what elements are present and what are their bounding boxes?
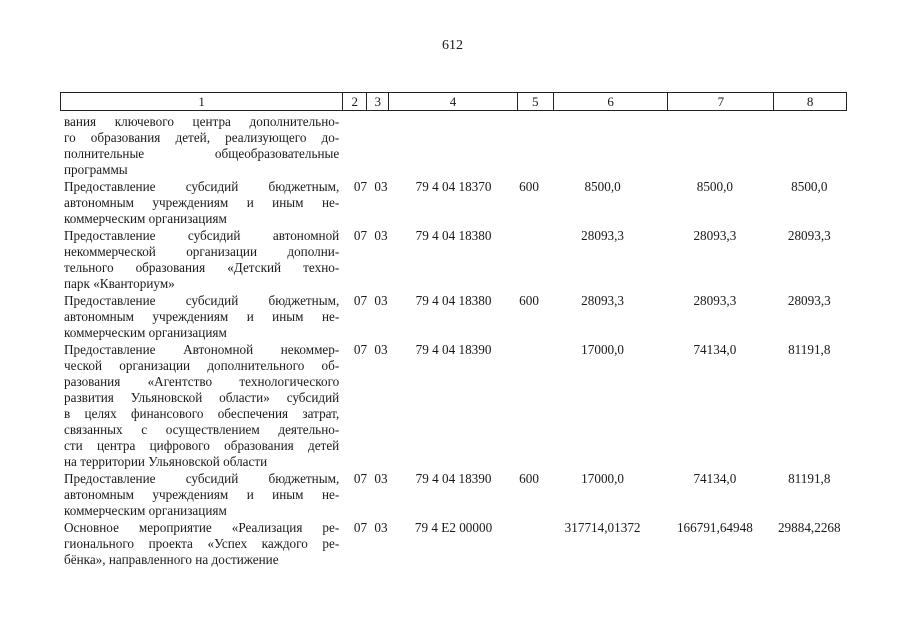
cell-csr: 79 4 E2 00000 [414,519,493,535]
cell-value-8: 81191,8 [788,341,831,357]
description-line: тельного образования «Детский техно- [64,260,340,276]
description-line: связанных с осуществлением деятельно- [64,422,340,438]
row-description [60,520,339,568]
table-header [60,92,847,111]
cell-podrazdel: 03 [374,178,388,194]
cell-value-8: 28093,3 [787,227,831,243]
description-line: развития Ульяновской области» субсидий [64,389,340,405]
description-line: разования «Агентство технологического [64,373,340,389]
header-col-2: 2 [343,93,367,110]
description-line: на территории Ульяновской области [64,454,268,470]
row-description [60,471,339,519]
description-line: Предоставление Автономной некоммер- [64,341,340,357]
cell-csr: 79 4 04 18370 [415,178,492,194]
cell-value-7: 166791,64948 [676,519,753,535]
cell-vr: 600 [519,178,539,194]
cell-value-6: 17000,0 [581,341,625,357]
description-line: некоммерческой организации дополни- [64,243,340,259]
cell-value-7: 28093,3 [693,227,737,243]
cell-podrazdel: 03 [374,292,388,308]
cell-podrazdel: 03 [374,519,388,535]
description-line: Предоставление субсидий бюджетным, [64,292,340,308]
header-col-3: 3 [367,93,389,110]
table-row [60,293,850,341]
cell-podrazdel: 03 [374,341,388,357]
cell-razdel: 07 [353,292,368,308]
cell-vr: 600 [519,292,539,308]
table-row [60,179,850,227]
row-description [60,228,339,292]
header-col-6: 6 [554,93,669,110]
cell-value-6: 8500,0 [584,178,621,194]
cell-value-7: 28093,3 [693,292,737,308]
cell-value-7: 74134,0 [693,471,737,487]
header-col-7: 7 [668,93,774,110]
row-description [60,293,339,341]
cell-value-8: 29884,2268 [777,519,841,535]
description-line: полнительные общеобразовательные [64,146,340,162]
cell-razdel: 07 [353,227,368,243]
cell-razdel: 07 [353,471,368,487]
header-col-8: 8 [806,94,814,109]
row-description [60,342,339,471]
description-line: парк «Кванториум» [64,276,175,292]
cell-value-6: 28093,3 [581,292,625,308]
description-line: коммерческим организациям [64,325,227,340]
description-line: гионального проекта «Успех каждого ре- [64,536,340,551]
page-number: 612 [442,38,463,53]
table-body [60,114,850,569]
cell-value-8: 8500,0 [791,178,828,194]
description-line: ческой организации дополнительного об- [64,357,340,373]
cell-value-6: 28093,3 [581,227,625,243]
description-line: автономным учреждениям и иным не- [64,308,340,324]
description-line: программы [64,162,128,178]
description-line: бёнка», направленного на достижение [64,552,279,568]
row-description [60,179,339,227]
row-description [60,114,339,178]
description-line: коммерческим организациям [64,503,227,519]
table-row [60,342,850,471]
cell-csr: 79 4 04 18390 [415,341,492,357]
cell-csr: 79 4 04 18380 [415,227,492,243]
table-row [60,228,850,292]
cell-value-7: 8500,0 [696,178,733,194]
cell-value-6: 317714,01372 [564,519,641,535]
description-line: Предоставление субсидий бюджетным, [64,178,340,194]
cell-razdel: 07 [353,178,368,194]
description-line: автономным учреждениям и иным не- [64,487,340,503]
cell-podrazdel: 03 [374,471,388,487]
table-row [60,471,850,519]
cell-value-7: 74134,0 [693,341,737,357]
description-line: Основное мероприятие «Реализация ре- [64,519,340,535]
description-line: Предоставление субсидий автономной [64,227,340,243]
table-row [60,114,850,178]
description-line: сти центра цифрового образования детей [64,438,340,454]
description-line: автономным учреждениям и иным не- [64,195,340,211]
description-line: вания ключевого центра дополнительно- [64,114,340,129]
cell-csr: 79 4 04 18390 [415,471,492,487]
cell-vr: 600 [519,471,539,487]
cell-csr: 79 4 04 18380 [415,292,492,308]
description-line: Предоставление субсидий бюджетным, [64,471,340,487]
header-col-5: 5 [518,93,554,110]
description-line: в целях финансового обеспечения затрат, [64,406,340,422]
description-line: го образования детей, реализующего до- [64,130,340,146]
description-line: коммерческим организациям [64,211,227,227]
cell-razdel: 07 [353,519,368,535]
cell-podrazdel: 03 [374,227,388,243]
header-col-1: 1 [61,93,343,110]
cell-value-8: 81191,8 [788,471,831,487]
cell-razdel: 07 [353,341,368,357]
cell-value-6: 17000,0 [581,471,625,487]
header-col-4: 4 [389,93,518,110]
cell-value-8: 28093,3 [787,292,831,308]
table-row [60,520,850,568]
